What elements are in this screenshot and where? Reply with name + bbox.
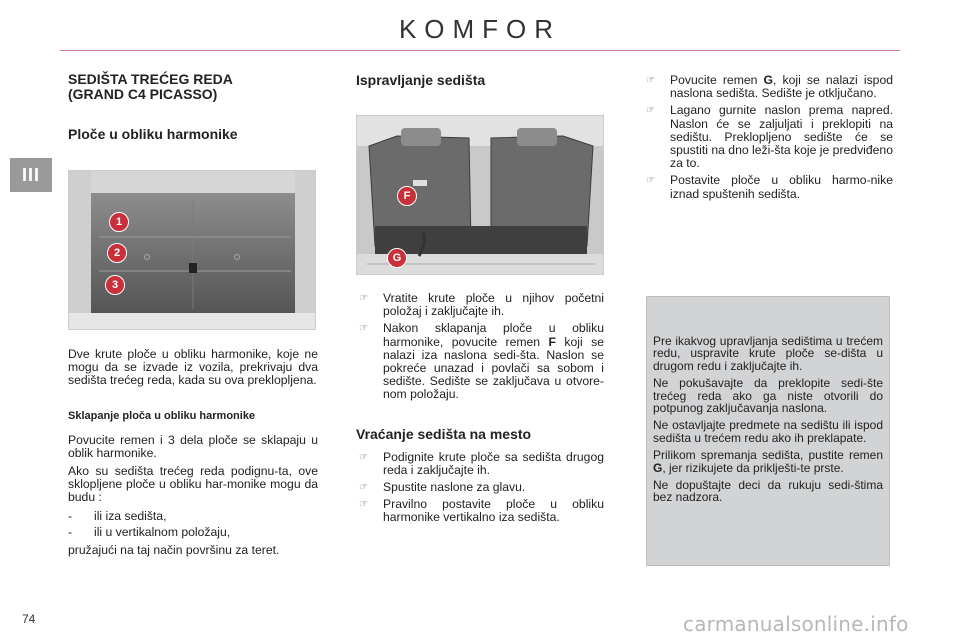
folding-heading: Sklapanje ploča u obliku harmonike [68,409,256,422]
header-divider [60,50,900,51]
pointing-hand-icon: ☞ [646,75,655,86]
figure-label-g: G [387,248,407,268]
pointing-hand-icon: ☞ [359,482,368,494]
note-paragraph: Ne dopuštajte deci da rukuju sedi-štima bez nadzora. [653,478,883,505]
page-title: KOMFOR [398,14,562,44]
pointing-hand-icon: ☞ [359,499,368,511]
position-list [68,510,318,539]
list-item: ☞ Povucite remen G, koji se nalazi ispod naslona sedišta. Sedište je otključano. [646,73,894,101]
chapter-tab: III [10,158,52,192]
figure-cargo-panels [68,170,316,330]
pointing-hand-icon: ☞ [359,323,368,335]
list-item: ☞ Vratite krute ploče u njihov početni položaj i zaključajte ih. [359,291,604,319]
returning-steps [356,451,604,525]
column-left-text [68,348,318,562]
figure-label-1: 1 [109,212,129,232]
subtitle-accordion-panels: Ploče u obliku harmonike [68,126,238,142]
cargo-panels-illustration [69,171,316,330]
intro-paragraph: Dve krute ploče u obliku harmonike, koje ne mogu da se izvade iz vozila, prekrivaju dva sedišta trećeg reda, kada su ova preklopljena. [68,347,318,388]
figure-label-2: 2 [107,243,127,263]
list-item: ☞ Nakon sklapanja ploče u obliku harmonike, povucite remen F koji se nalazi iza naslona sedi-šta. Naslon se pokreće unazad i povlači sa sobom i sedište. Sedište se zaključava u otvore-nom položaju. [359,321,605,402]
column-middle-text [356,292,604,529]
figure-label-f: F [397,186,417,206]
column-middle [356,73,604,88]
folding-steps [643,74,893,201]
figure-label-3: 3 [105,275,125,295]
folding-paragraph-2: Ako su sedišta trećeg reda podignu-ta, ove sklopljene ploče u obliku har-monike mogu da budu : [68,464,318,505]
list-item: ☞ Spustite naslone za glavu. [359,480,526,495]
folding-paragraph-3: pružajući na taj način površinu za teret. [68,543,280,558]
list-item: - ili iza sedišta, [68,508,167,523]
straightening-steps [356,292,604,402]
note-paragraph: Ne ostavljajte predmete na sedištu ili ispod sedišta u trećem redu ako ih preklapate. [653,418,883,445]
section-title-line2: (GRAND C4 PICASSO) [68,86,218,102]
note-paragraph: Prilikom spremanja sedišta, pustite remen G, jer rizikujete da priklješti-te prste. [653,448,883,475]
figure-seats [356,115,604,275]
heading-returning-seats: Vraćanje sedišta na mesto [356,425,532,442]
note-paragraph: Ne pokušavajte da preklopite sedi-šte trećeg reda ako ga niste otvorili do potpunog zaključavanja naslona. [653,376,883,416]
list-item: ☞ Lagano gurnite naslon prema napred. Naslon će se zaljuljati i preklopiti na sedištu. Preklopljeno sedište će se spustiti na dno leži-šta koje je predviđeno za to. [646,103,893,171]
column-left [68,72,318,142]
warning-note-box [646,296,890,566]
pointing-hand-icon: ☞ [359,451,368,463]
note-paragraph: Pre ikakvog upravljanja sedištima u trećem redu, uspravite krute ploče se-dišta u drugom redu i zaključajte ih. [653,334,883,373]
heading-straightening-seats: Ispravljanje sedišta [356,72,486,88]
list-item: ☞ Podignite krute ploče sa sedišta drugog reda i zaključajte ih. [359,449,604,477]
pointing-hand-icon: ☞ [359,293,368,304]
section-title [68,72,318,102]
list-item: ☞ Pravilno postavite ploče u obliku harmonike vertikalno iza sedišta. [359,497,604,525]
section-title-line1: SEDIŠTA TREĆEG REDA [68,71,233,87]
list-item: ☞ Postavite ploče u obliku harmo-nike iznad spuštenih sedišta. [646,173,893,201]
pointing-hand-icon: ☞ [646,105,655,117]
watermark: carmanualsonline.info [683,612,909,636]
folding-paragraph-1: Povucite remen i 3 dela ploče se sklapaju u oblik harmonike. [68,432,318,460]
list-item: - ili u vertikalnom položaju, [68,524,231,539]
pointing-hand-icon: ☞ [646,175,655,187]
page-number: 74 [22,612,36,626]
column-right [643,74,893,205]
